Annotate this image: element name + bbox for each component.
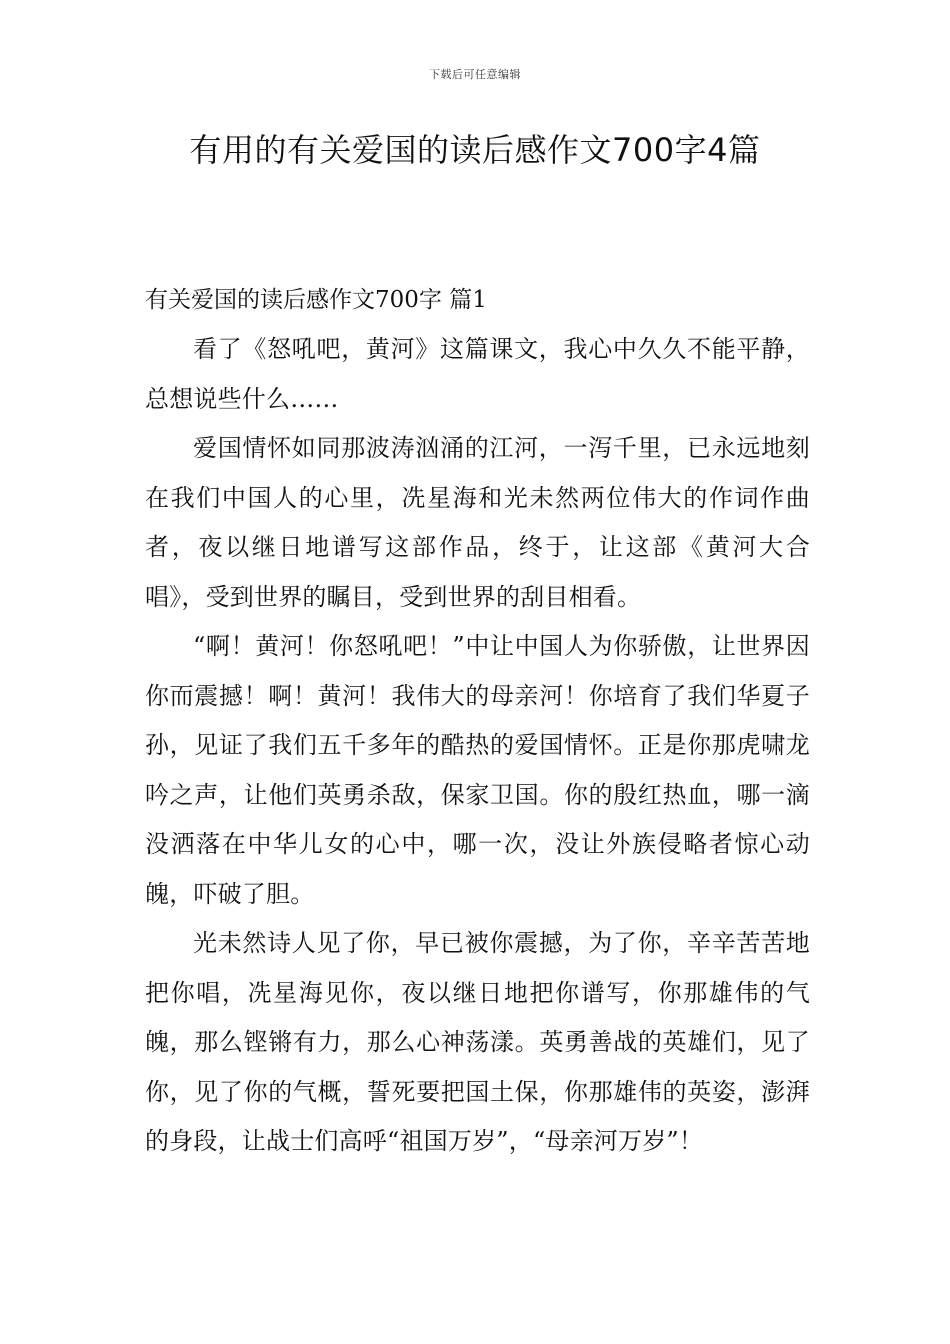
- paragraph: 看了《怒吼吧，黄河》这篇课文，我心中久久不能平静，总想说些什么……: [145, 335, 810, 413]
- paragraph: “啊！黄河！你怒吼吧！”中让中国人为你骄傲，让世界因你而震撼！啊！黄河！我伟大的母亲河！你培育了我们华夏子孙，见证了我们五千多年的酷热的爱国情怀。正是你那虎啸龙吟之声，让他们英勇杀敌，保家卫国。你的殷红热血，哪一滴没洒落在中华儿女的心中，哪一次，没让外族侵略者惊心动魄，吓破了胆。: [145, 632, 810, 908]
- paragraph: 爱国情怀如同那波涛汹涌的江河，一泻千里，已永远地刻在我们中国人的心里，冼星海和光未然两位伟大的作词作曲者，夜以继日地谱写这部作品，终于，让这部《黄河大合唱》，受到世界的瞩目，受到世界的刮目相看。: [145, 434, 810, 611]
- document-title: 有用的有关爱国的读后感作文700字4篇: [189, 131, 761, 169]
- header-note: 下载后可任意编辑: [429, 68, 521, 81]
- document-body: [145, 276, 810, 1167]
- paragraph: 光未然诗人见了你，早已被你震撼，为了你，辛辛苦苦地把你唱，冼星海见你，夜以继日地把你谱写，你那雄伟的气魄，那么铿锵有力，那么心神荡漾。英勇善战的英雄们，见了你，见了你的气概，誓死要把国土保，你那雄伟的英姿，澎湃的身段，让战士们高呼“祖国万岁”，“母亲河万岁”！: [145, 929, 810, 1155]
- section-heading: 有关爱国的读后感作文700字 篇1: [145, 287, 487, 313]
